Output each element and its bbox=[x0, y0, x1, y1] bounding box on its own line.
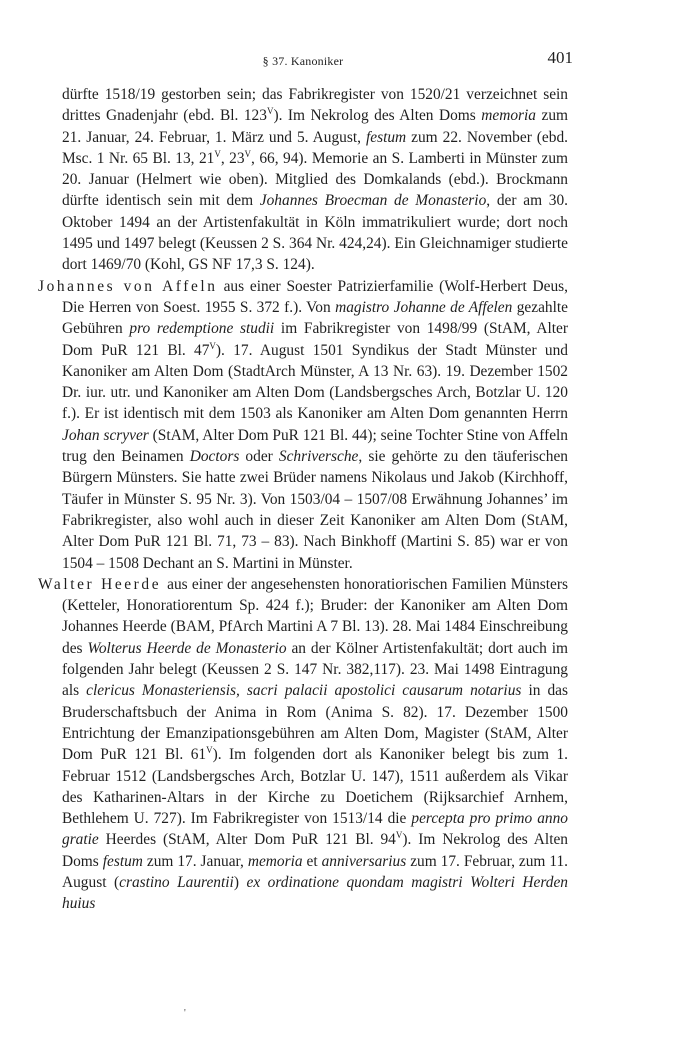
entry-name: Johannes von Affeln bbox=[38, 277, 218, 295]
text-run: , 66, 94). Memorie an S. Lamberti in Münster zum 20. Januar (Helmert wie oben). Mitglied des Domkalands (ebd.). Brockmann dürfte identisch sein mit dem bbox=[62, 149, 568, 210]
text-run: im Fabrikregister von 1498/99 (StAM, Alter Dom PuR 121 Bl. 47 bbox=[62, 320, 568, 359]
page-number: 401 bbox=[547, 48, 573, 67]
italic-span: percepta pro primo anno gratie bbox=[62, 810, 568, 849]
italic-span: pro redemptione studii bbox=[129, 320, 275, 338]
text-run: Heerdes (StAM, Alter Dom PuR 121 Bl. 94 bbox=[98, 831, 396, 849]
section-title: § 37. Kanoniker bbox=[262, 54, 344, 68]
italic-span: Schriversche bbox=[278, 448, 359, 466]
italic-span: Wolterus Heerde de Monasterio bbox=[87, 639, 287, 657]
running-header bbox=[38, 48, 573, 70]
text-run: ) bbox=[233, 873, 247, 891]
superscript: V bbox=[206, 745, 213, 756]
text-run: , 23 bbox=[220, 149, 245, 167]
superscript: V bbox=[266, 106, 274, 117]
italic-span: anniversarius bbox=[321, 852, 407, 870]
text-run: aus einer Soester Patrizierfamilie (Wolf-Herbert Deus, Die Herren von Soest. 1955 S. 372 f.). Von bbox=[62, 277, 568, 316]
text-run: et bbox=[302, 852, 322, 870]
text-run: an der Kölner Artistenfakultät; dort auch im folgenden Jahr belegt (Keussen 2 S. 147 Nr. 382,117). 23. Mai 1498 Eintragung als bbox=[62, 639, 568, 700]
text-run: ). Im Nekrolog des Alten Doms bbox=[273, 107, 482, 125]
italic-span: Doctors bbox=[189, 448, 240, 466]
entry-1 bbox=[38, 574, 568, 915]
entry-list bbox=[38, 276, 568, 915]
text-run: (StAM, Alter Dom PuR 121 Bl. 44); seine Tochter Stine von Affeln trug den Beinamen bbox=[62, 426, 568, 466]
italic-span: magistro Johanne de Affelen bbox=[335, 298, 513, 316]
italic-span: memoria bbox=[481, 107, 536, 125]
text-run: in das Bruderschaftsbuch der Anima in Rom (Anima S. 82). 17. Dezember 1500 Entrichtung der Emanzipationsgebühren am Alten Dom, Magister (StAM, Alter Dom PuR 121 Bl. 61 bbox=[62, 682, 568, 764]
italic-span: festum bbox=[102, 852, 143, 870]
text-run: aus einer der angesehensten honoratiorischen Familien Münsters (Ketteler, Honoratiorentum Sp. 424 f.); Bruder: der Kanoniker am Alten Dom Johannes Heerde (BAM, PfArch Martini A 7 Bl. 13). 28. Mai 1484 Einschreibung des bbox=[62, 575, 568, 657]
text-run: oder bbox=[239, 448, 279, 466]
italic-span: memoria bbox=[247, 852, 303, 870]
italic-span: crastino Laurentii bbox=[119, 873, 234, 891]
superscript: V bbox=[209, 340, 216, 351]
italic-span: ex ordinatione quondam magistri Wolteri Herden huius bbox=[62, 873, 568, 913]
text-run: dürfte 1518/19 gestorben sein; das Fabrikregister von 1520/21 verzeichnet sein drittes Gnadenjahr (ebd. Bl. 123 bbox=[62, 86, 568, 125]
superscript: V bbox=[214, 148, 221, 159]
page-mark: ' bbox=[184, 1008, 186, 1019]
text-run: zum 17. Februar, zum 11. August ( bbox=[62, 852, 568, 891]
text-run: zum 17. Januar, bbox=[142, 852, 248, 870]
text-run: ). 17. August 1501 Syndikus der Stadt Münster und Kanoniker am Alten Dom (StadtArch Münster, A 13 Nr. 63). 19. Dezember 1502 Dr. iur. utr. und Kanoniker am Alten Dom (Landsbergsches Arch, Botzlar U. 120 f.). Er ist identisch mit dem 1503 als Kanoniker am Alten Dom genannten Herrn bbox=[62, 341, 568, 423]
text-run: ). Im folgenden dort als Kanoniker belegt bis zum 1. Februar 1512 (Landsbergsches Arch, Botzlar U. 147), 1511 außerdem als Vikar des Katharinen-Altars in der Kirche zu Doetichem (Rijksarchief Arnhem, Bethlehem U. 727). Im Fabrikregister von 1513/14 die bbox=[62, 746, 568, 828]
italic-span: clericus Monasteriensis, sacri palacii apostolici causarum notarius bbox=[86, 682, 522, 700]
entry-name: Walter Heerde bbox=[38, 575, 162, 593]
text-run: ). Im Nekrolog des Alten Doms bbox=[62, 831, 568, 870]
text-run: zum 21. Januar, 24. Februar, 1. März und 5. August, bbox=[62, 107, 568, 146]
entry-0 bbox=[38, 276, 568, 574]
body-text bbox=[38, 84, 568, 915]
superscript: V bbox=[244, 148, 252, 159]
italic-span: festum bbox=[365, 128, 407, 146]
italic-span: Johan scryver bbox=[62, 426, 149, 444]
text-run: zum 22. November (ebd. Msc. 1 Nr. 65 Bl. 13, 21 bbox=[62, 128, 568, 167]
text-run: gezahlte Gebühren bbox=[62, 298, 568, 338]
text-run: , der am 30. Oktober 1494 an der Artistenfakultät in Köln immatrikuliert wurde; dort noch 1495 und 1497 belegt (Keussen 2 S. 364 Nr. 424,24). Ein Gleichnamiger studierte dort 1469/70 (Kohl, GS NF 17,3 S. 124). bbox=[62, 192, 569, 274]
superscript: V bbox=[395, 830, 403, 841]
text-run: , sie gehörte zu den täuferischen Bürgern Münsters. Sie hatte zwei Brüder namens Nikolaus und Jakob (Kirchhoff, Täufer in Münster S. 95 Nr. 3). Von 1503/04 – 1507/08 Erwähnung Johannes’ im Fabrikregister, also wohl auch in dieser Zeit Kanoniker am Alten Dom (StAM, Alter Dom PuR 121 Bl. 71, 73 – 83). Nach Binkhoff (Martini S. 85) war er von 1504 – 1508 Dechant an S. Martini in Münster. bbox=[62, 448, 568, 572]
italic-span: Johannes Broecman de Monasterio bbox=[259, 192, 487, 210]
continued-paragraph bbox=[38, 84, 568, 276]
